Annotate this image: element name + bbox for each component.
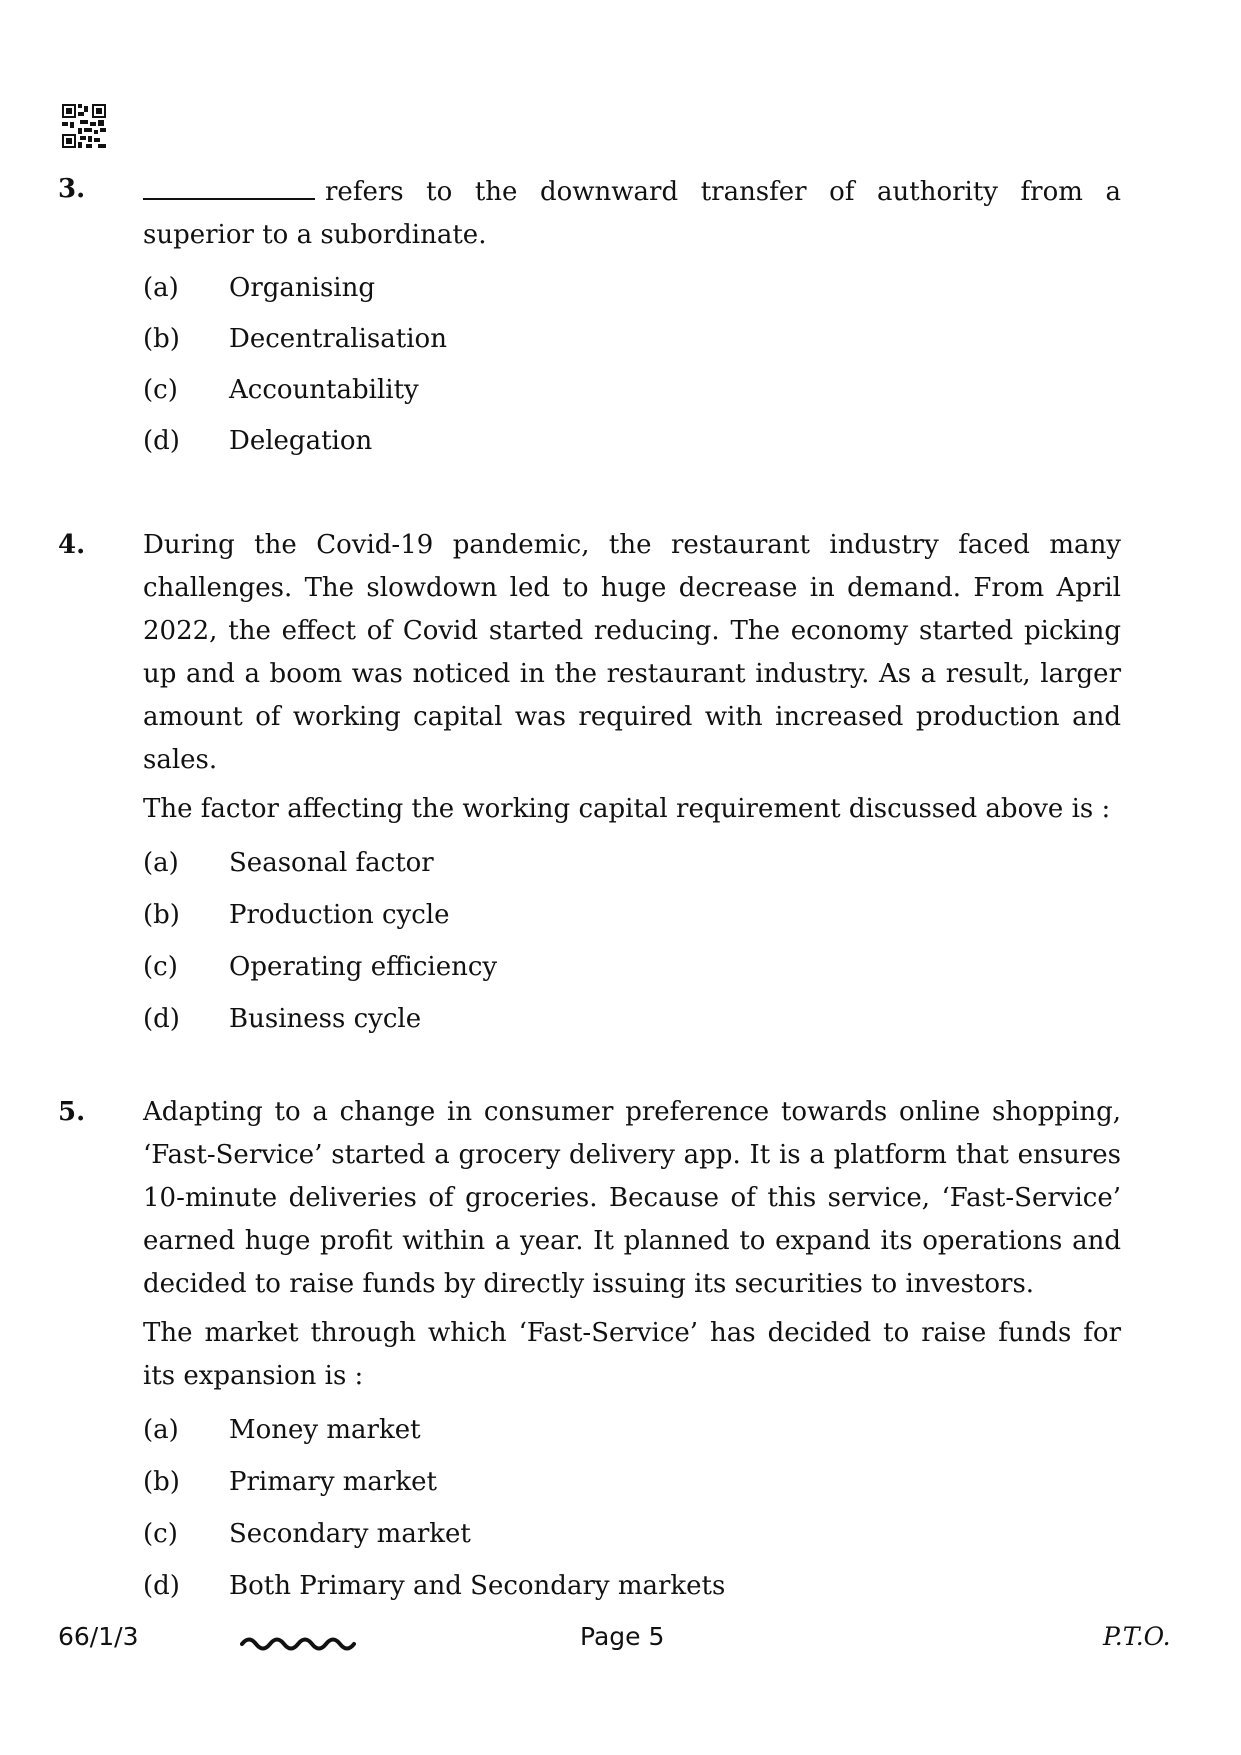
option-d: (d) Business cycle: [143, 1003, 422, 1034]
option-b: (b) Decentralisation: [143, 324, 447, 354]
option-c: (c) Secondary market: [143, 1518, 471, 1549]
question-text: During the Covid-19 pandemic, the restaurant industry faced many challenges. The slowdown led to huge decrease in demand. From April 2022, the effect of Covid started reducing. The economy started picking up and a boom was noticed in the restaurant industry. As a result, larger amount of working capital was required with increased production and sales.: [143, 530, 1121, 775]
option-c: (c) Accountability: [143, 375, 419, 405]
question-number: 5.: [58, 1097, 86, 1127]
question-number: 4.: [58, 530, 86, 560]
question-prompt: The market through which ‘Fast-Service’ has decided to raise funds for its expansion is :: [143, 1318, 1121, 1391]
question-text: Adapting to a change in consumer preference towards online shopping, ‘Fast-Service’ started a grocery delivery app. It is a platform that ensures 10-minute deliveries of groceries. Because of this service, ‘Fast-Service’ earned huge profit within a year. It planned to expand its operations and decided to raise funds by directly issuing its securities to investors.: [143, 1097, 1121, 1299]
option-b: (b) Production cycle: [143, 899, 450, 930]
question-body: [143, 524, 1121, 1045]
question-prompt: The factor affecting the working capital requirement discussed above is :: [143, 794, 1111, 824]
options-list: [143, 1404, 1121, 1612]
question-text: refers to the downward transfer of authority from a superior to a subordinate.: [143, 168, 1121, 257]
options-list: [143, 837, 1121, 1045]
question-body: [143, 168, 1121, 467]
qr-code-icon: [62, 104, 106, 148]
page-footer: [0, 1622, 1241, 1662]
option-c: (c) Operating efficiency: [143, 951, 498, 982]
option-d: (d) Delegation: [143, 426, 373, 456]
tilde-ornament-icon: [240, 1632, 356, 1652]
question-number: 3.: [58, 174, 86, 204]
option-a: (a) Seasonal factor: [143, 847, 434, 878]
fill-in-blank: [143, 168, 315, 200]
option-b: (b) Primary market: [143, 1466, 437, 1497]
page-number: Page 5: [580, 1622, 665, 1651]
options-list: [143, 263, 1121, 467]
option-a: (a) Organising: [143, 273, 375, 303]
paper-code: 66/1/3: [58, 1622, 139, 1651]
option-d: (d) Both Primary and Secondary markets: [143, 1570, 726, 1601]
question-body: [143, 1091, 1121, 1612]
option-a: (a) Money market: [143, 1414, 421, 1445]
pto-label: P.T.O.: [1103, 1622, 1171, 1651]
